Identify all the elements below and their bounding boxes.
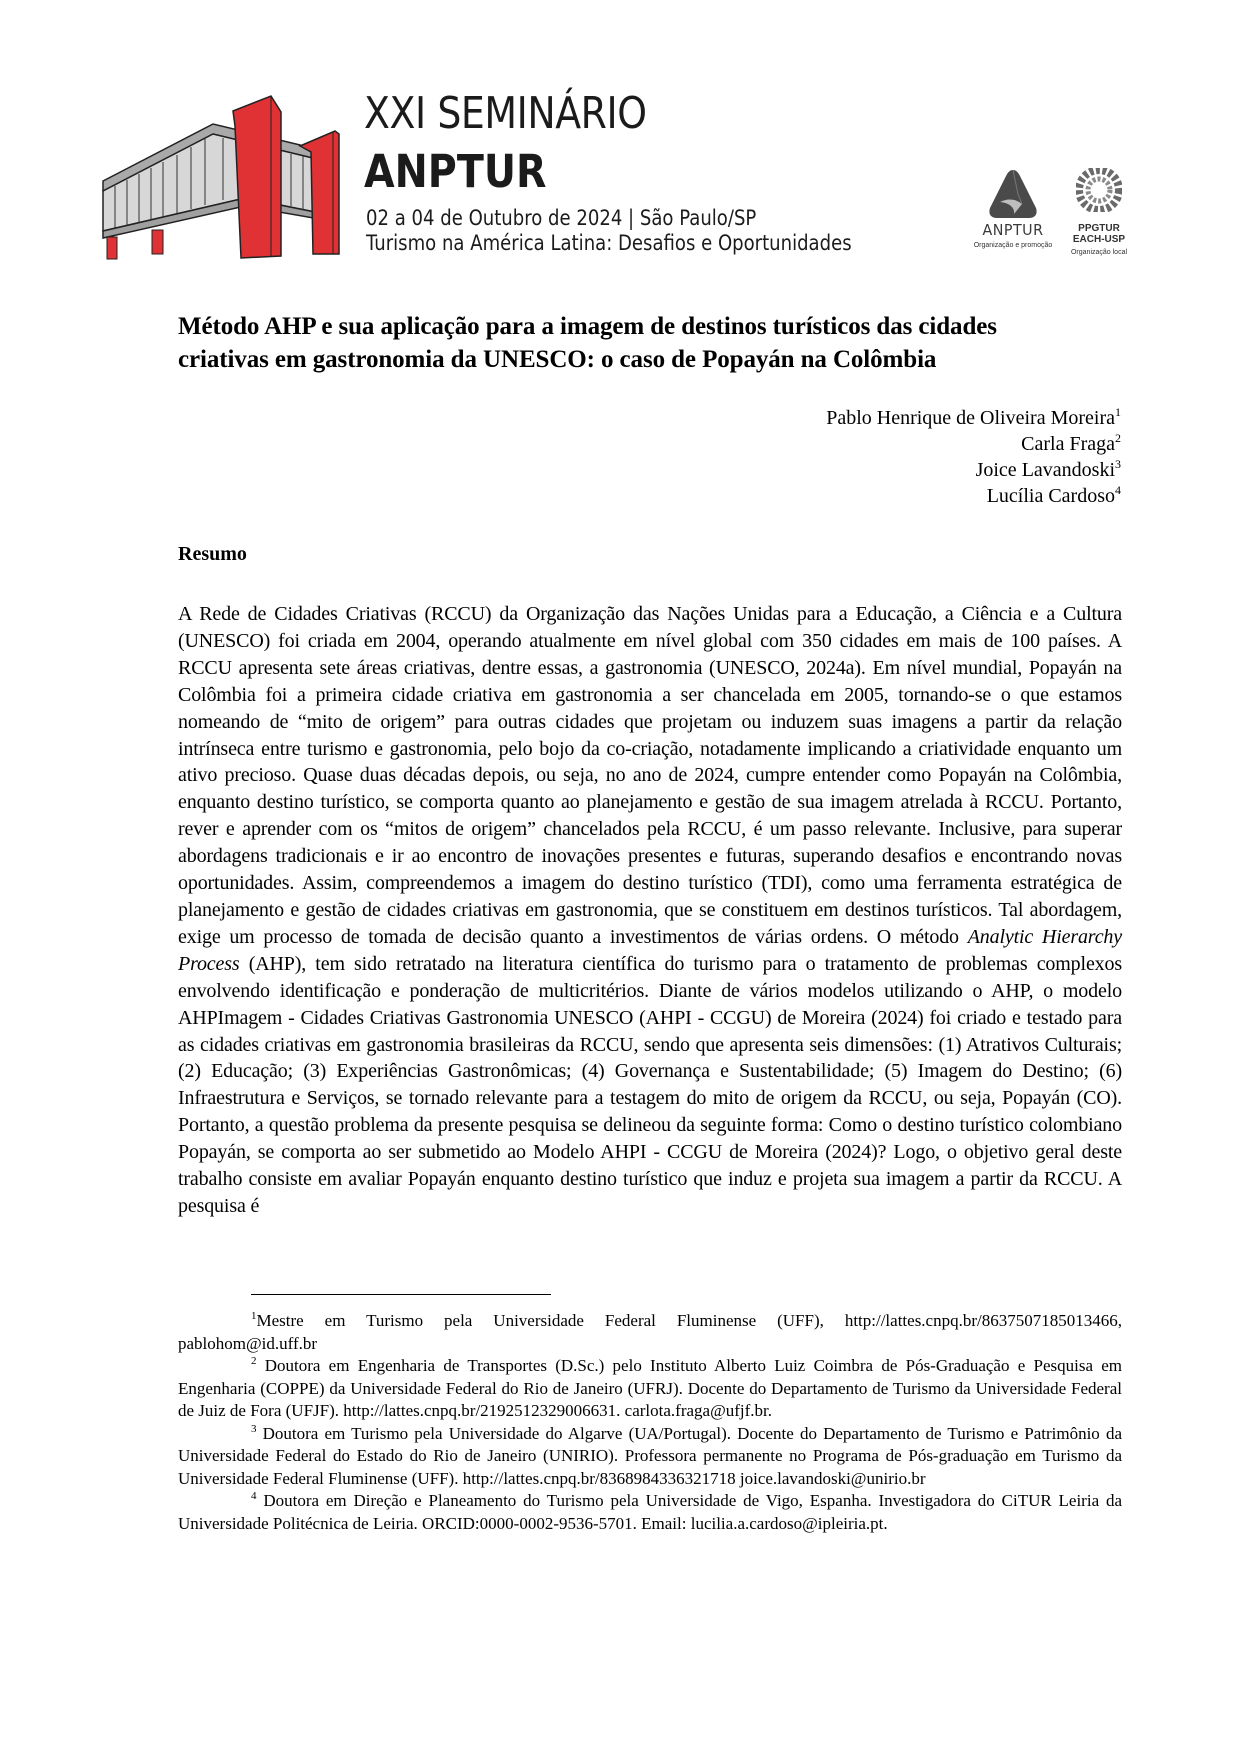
footnote-mark: 3 bbox=[251, 1422, 257, 1435]
footnote-text: Mestre em Turismo pela Universidade Federal Fluminense (UFF), http://lattes.cnpq.br/8637507185013466, pablohom@id.uff.br bbox=[178, 1311, 1122, 1353]
paper-title bbox=[178, 310, 1128, 376]
footnote-mark: 4 bbox=[251, 1490, 257, 1502]
abstract-body bbox=[178, 601, 1122, 1220]
footnote-mark: 2 bbox=[251, 1355, 257, 1367]
abstract-text: (AHP), tem sido retratado na literatura científica do turismo para o tratamento de problemas complexos envolvendo identificação e ponderação de multicritérios. Diante de vários modelos utilizando o AHP, o modelo AHPImagem - Cidades Criativas Gastronomia UNESCO (AHPI - CCGU) de Moreira (2024) foi criado e testado para as cidades criativas em gastronomia brasileiras da RCCU, sendo que apresenta seis dimensões: (1) Atrativos Culturais; (2) Educação; (3) Experiências Gastronômicas; (4) Governança e Sustentabilidade; (5) Imagem do Destino; (6) Infraestrutura e Serviços, se tornado relevante para a testagem do mito de origem da RCCU, ou seja, Popayán (CO). Portanto, a questão problema da presente pesquisa se delineou da seguinte forma: Como o destino turístico colombiano Popayán, se comporta ao ser submetido ao Modelo AHPI - CCGU de Moreira (2024)? Logo, o objetivo geral deste trabalho consiste em avaliar Popayán enquanto destino turístico que induz e projeta sua imagem a partir da RCCU. A pesquisa é bbox=[178, 952, 1122, 1217]
paper-title-line2: criativas em gastronomia da UNESCO: o caso de Popayán na Colômbia bbox=[178, 346, 937, 373]
abstract-heading: Resumo bbox=[178, 543, 247, 565]
anptur-logo bbox=[972, 168, 1054, 260]
footnote-3 bbox=[178, 1423, 1122, 1491]
footnote-4 bbox=[178, 1490, 1122, 1535]
footnote-separator bbox=[251, 1294, 551, 1295]
anptur-logo-caption: Organização e promoção bbox=[973, 242, 1053, 249]
event-organization: ANPTUR bbox=[364, 145, 547, 198]
event-date-location: 02 a 04 de Outubro de 2024 | São Paulo/SP bbox=[366, 206, 757, 230]
author bbox=[826, 457, 1121, 483]
seminar-building-illustration bbox=[95, 86, 340, 261]
author bbox=[826, 483, 1121, 509]
footnote-1 bbox=[178, 1310, 1122, 1355]
footnote-ref[interactable]: 2 bbox=[1115, 431, 1121, 445]
ppgtur-logo-name bbox=[1068, 223, 1130, 245]
author-name: Carla Fraga bbox=[1021, 433, 1115, 455]
footnote-ref[interactable]: 1 bbox=[1115, 405, 1121, 419]
footnotes bbox=[178, 1310, 1122, 1535]
footnote-ref[interactable]: 3 bbox=[1115, 457, 1121, 471]
footnote-2 bbox=[178, 1355, 1122, 1423]
abstract-text: A Rede de Cidades Criativas (RCCU) da Organização das Nações Unidas para a Educação, a Ciência e a Cultura (UNESCO) foi criada em 2004, operando atualmente em nível global com 350 cidades em mais de 100 países. A RCCU apresenta sete áreas criativas, dentre essas, a gastronomia (UNESCO, 2024a). Em nível mundial, Popayán na Colômbia foi a primeira cidade criativa em gastronomia a ser chancelada em 2005, tornando-se o que estamos nomeando de “mito de origem” para outras cidades que projetam ou induzem suas imagens a partir da relação intrínseca entre turismo e gastronomia, pelo bojo da co-criação, notadamente implicando a criatividade enquanto um ativo precioso. Quase duas décadas depois, ou seja, no ano de 2024, cumpre entender como Popayán na Colômbia, enquanto destino turístico, se comporta quanto ao planejamento e gestão de sua imagem atrelada à RCCU. Portanto, rever e aprender com os “mitos de origem” chancelados pela RCCU, é um passo relevante. Inclusive, para superar abordagens tradicionais e ir ao encontro de inovações presentes e futuras, superando desafios e encontrando novas oportunidades. Assim, compreendemos a imagem do destino turístico (TDI), como uma ferramenta estratégica de planejamento e gestão de cidades criativas em gastronomia, que se constituem em destinos turísticos. Tal abordagem, exige um processo de tomada de decisão quanto a investimentos de várias ordens. O método bbox=[178, 603, 1122, 948]
event-title: XXI SEMINÁRIO bbox=[364, 88, 647, 139]
author-list bbox=[826, 405, 1121, 509]
abstract-italic-term: Analytic Hierarchy Process bbox=[178, 925, 1123, 975]
ppgtur-name-line1: PPGTUR bbox=[1078, 223, 1120, 234]
ppgtur-circle-icon bbox=[1076, 168, 1122, 212]
ppgtur-logo bbox=[1068, 168, 1130, 260]
footnote-ref[interactable]: 4 bbox=[1115, 483, 1121, 497]
building-icon bbox=[95, 86, 340, 261]
event-tagline: Turismo na América Latina: Desafios e Oportunidades bbox=[366, 231, 852, 255]
ppgtur-logo-caption: Organização local bbox=[1070, 249, 1128, 256]
footnote-text: Doutora em Engenharia de Transportes (D.Sc.) pelo Instituto Alberto Luiz Coimbra de Pós-Graduação e Pesquisa em Engenharia (COPPE) da Universidade Federal do Rio de Janeiro (UFRJ). Docente do Departamento de Turismo da Universidade Federal de Juiz de Fora (UFJF). http://lattes.cnpq.br/2192512329006631. carlota.fraga@ufjf.br. bbox=[178, 1356, 1122, 1420]
footnote-text: Doutora em Turismo pela Universidade do Algarve (UA/Portugal). Docente do Departamento de Turismo e Patrimônio da Universidade Federal do Estado do Rio de Janeiro (UNIRIO). Professora permanente no Programa de Pós-graduação em Turismo da Universidade Federal Fluminense (UFF). http://lattes.cnpq.br/8368984336321718 joice.lavandoski@unirio.br bbox=[178, 1423, 1122, 1488]
author-name: Pablo Henrique de Oliveira Moreira bbox=[826, 407, 1115, 429]
anptur-triangle-icon bbox=[988, 168, 1038, 220]
author bbox=[826, 431, 1121, 457]
author-name: Lucília Cardoso bbox=[986, 485, 1115, 507]
anptur-logo-name: ANPTUR bbox=[982, 221, 1044, 239]
ppgtur-name-line2: EACH-USP bbox=[1072, 234, 1126, 245]
footnote-text: Doutora em Direção e Planeamento do Turismo pela Universidade de Vigo, Espanha. Investigadora do CiTUR Leiria da Universidade Politécnica de Leiria. ORCID:0000-0002-9536-5701. Email: lucilia.a.cardoso@ipleiria.pt. bbox=[178, 1491, 1122, 1533]
author-name: Joice Lavandoski bbox=[975, 459, 1115, 481]
footnote-mark: 1 bbox=[251, 1310, 257, 1322]
paper-title-line1: Método AHP e sua aplicação para a imagem de destinos turísticos das cidades bbox=[178, 313, 997, 340]
author bbox=[826, 405, 1121, 431]
